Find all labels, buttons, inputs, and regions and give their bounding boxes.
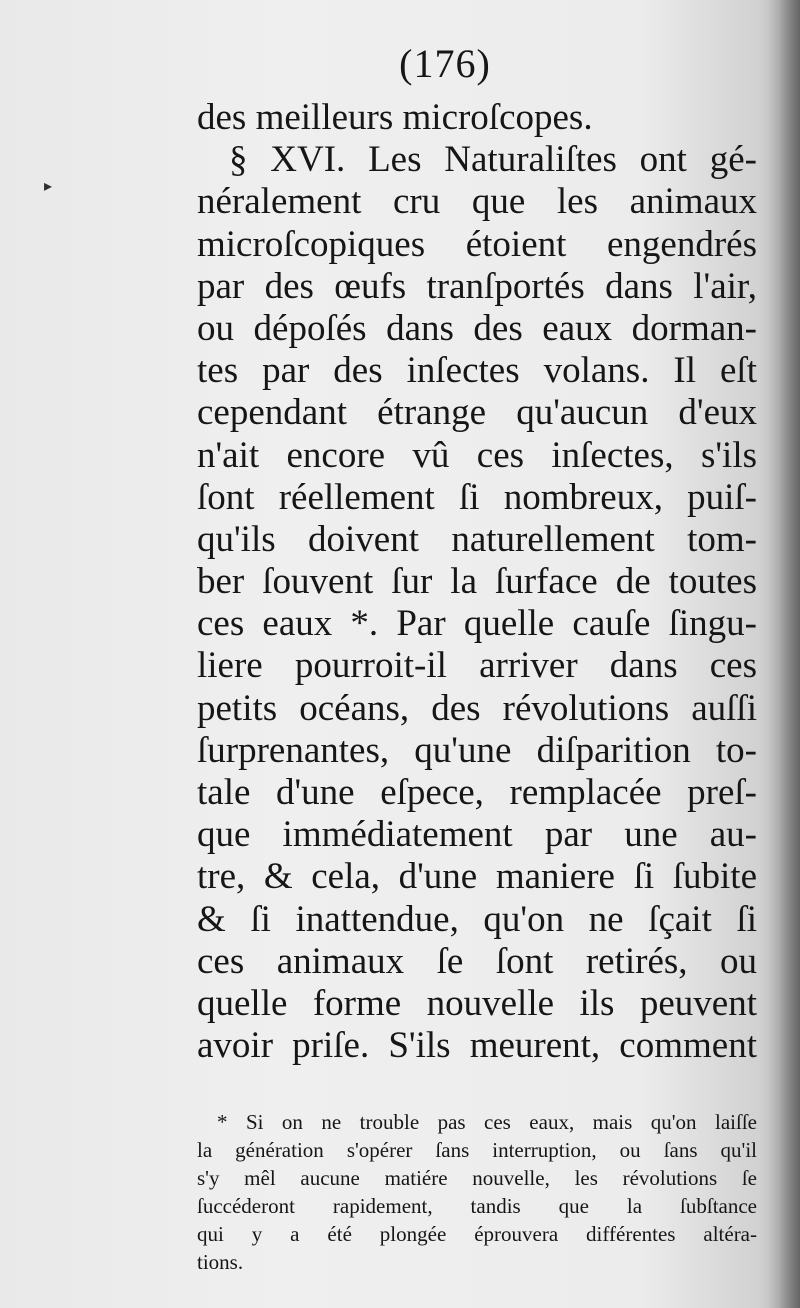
footnote-line: la génération s'opérer ſans interruption, ou ſans qu'il	[197, 1138, 757, 1162]
text-line: avoir priſe. S'ils meurent, comment	[197, 1025, 757, 1067]
footnote-line: qui y a été plongée éprouvera différentes altéra-	[197, 1222, 757, 1246]
text-line: & ſi inattendue, qu'on ne ſçait ſi	[197, 898, 757, 940]
text-line: néralement cru que les animaux	[197, 181, 757, 223]
page-edge-shadow	[760, 0, 800, 1308]
text-line: liere pourroit-il arriver dans ces	[197, 645, 757, 687]
page-number	[0, 40, 800, 87]
margin-ornament: ▸	[44, 178, 53, 195]
footnote-line: ſuccéderont rapidement, tandis que la ſubſtance	[197, 1194, 757, 1218]
text-line: des meilleurs microſcopes.	[197, 97, 593, 138]
text-line: § XVI. Les Naturaliſtes ont gé-	[229, 139, 757, 181]
text-line: tale d'une eſpece, remplacée preſ-	[197, 772, 757, 813]
footnote-line: tions.	[197, 1250, 244, 1274]
footnote-line: s'y mêl aucune matiére nouvelle, les révolutions ſe	[197, 1166, 757, 1190]
text-line: ber ſouvent ſur la ſurface de toutes	[197, 561, 757, 603]
text-line: petits océans, des révolutions auſſi	[197, 687, 757, 729]
text-line: par des œufs tranſportés dans l'air,	[197, 265, 757, 307]
text-line: ces animaux ſe ſont retirés, ou	[197, 940, 757, 982]
text-line: ſont réellement ſi nombreux, puiſ-	[197, 476, 757, 518]
text-line: qu'ils doivent naturellement tom-	[197, 518, 757, 560]
text-line: cependant étrange qu'aucun d'eux	[197, 392, 757, 434]
text-line: tes par des inſectes volans. Il eſt	[197, 350, 757, 392]
text-line: microſcopiques étoient engendrés	[197, 223, 757, 265]
text-line: ou dépoſés dans des eaux dorman-	[197, 307, 757, 349]
text-line: ces eaux *. Par quelle cauſe ſingu-	[197, 603, 757, 645]
footnote-block	[197, 1108, 757, 1276]
footnote-line: * Si on ne trouble pas ces eaux, mais qu'on laiſſe	[217, 1110, 757, 1134]
text-line: que immédiatement par une au-	[197, 814, 757, 856]
text-line: quelle forme nouvelle ils peuvent	[197, 982, 757, 1024]
bleed-through-text	[180, 1066, 770, 1106]
text-line: ſurprenantes, qu'une diſparition to-	[197, 729, 757, 771]
text-line: tre, & cela, d'une maniere ſi ſubite	[197, 856, 757, 898]
text-line: n'ait encore vû ces inſectes, s'ils	[197, 434, 757, 476]
main-text-block	[197, 97, 757, 1067]
page-number-text: (176)	[399, 41, 491, 86]
